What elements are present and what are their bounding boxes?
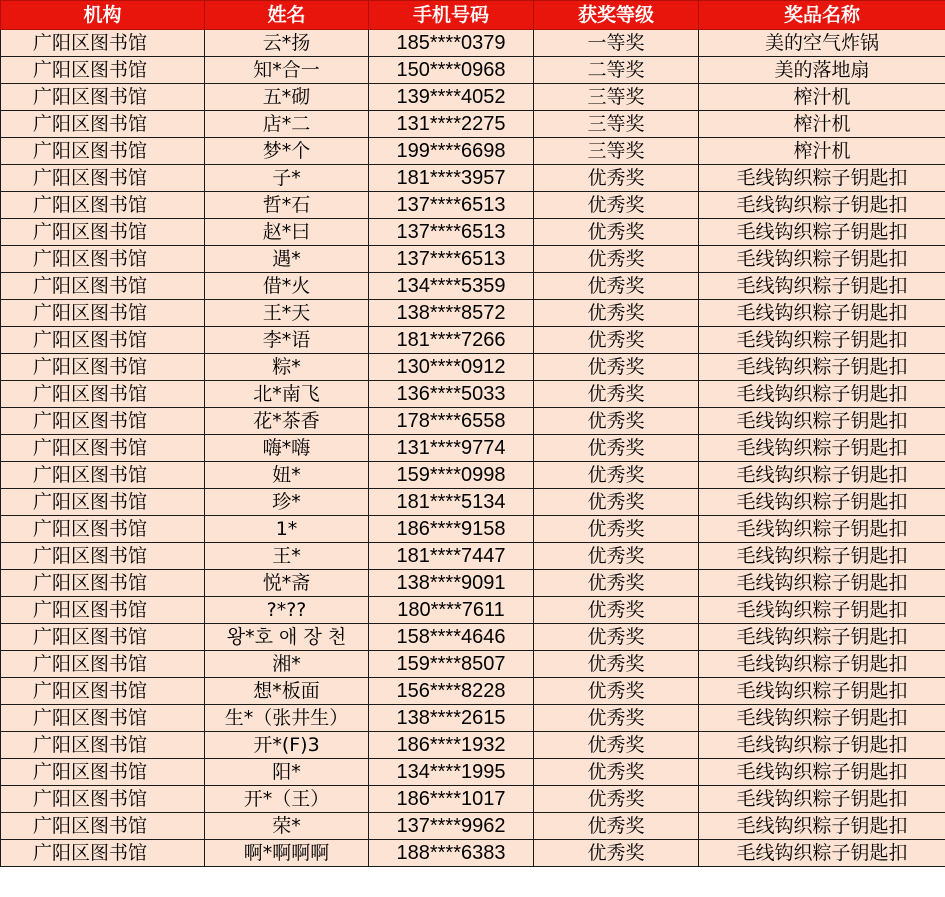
organization-cell: 广阳区图书馆 bbox=[1, 786, 205, 813]
table-row bbox=[1, 165, 945, 192]
award-level-cell: 优秀奖 bbox=[534, 300, 699, 327]
organization-cell: 广阳区图书馆 bbox=[1, 462, 205, 489]
table-row bbox=[1, 732, 945, 759]
award-level-cell: 优秀奖 bbox=[534, 327, 699, 354]
name-cell: 北*南飞 bbox=[205, 381, 369, 408]
award-level-cell: 优秀奖 bbox=[534, 273, 699, 300]
prize-name-cell: 毛线钩织粽子钥匙扣 bbox=[699, 786, 945, 813]
award-level-cell: 优秀奖 bbox=[534, 246, 699, 273]
organization-cell: 广阳区图书馆 bbox=[1, 678, 205, 705]
name-cell: ?*?? bbox=[205, 597, 369, 624]
prize-name-cell: 毛线钩织粽子钥匙扣 bbox=[699, 327, 945, 354]
table-row bbox=[1, 705, 945, 732]
prize-name-cell: 美的空气炸锅 bbox=[699, 30, 945, 57]
table-row bbox=[1, 138, 945, 165]
organization-cell: 广阳区图书馆 bbox=[1, 705, 205, 732]
table-row bbox=[1, 489, 945, 516]
phone-cell: 186****9158 bbox=[369, 516, 534, 543]
award-level-cell: 三等奖 bbox=[534, 138, 699, 165]
header-organization: 机构 bbox=[1, 1, 205, 30]
name-cell: 梦*个 bbox=[205, 138, 369, 165]
name-cell: 嗨*嗨 bbox=[205, 435, 369, 462]
table-row bbox=[1, 840, 945, 867]
name-cell: 荣* bbox=[205, 813, 369, 840]
phone-cell: 137****6513 bbox=[369, 246, 534, 273]
table-row bbox=[1, 246, 945, 273]
phone-cell: 181****5134 bbox=[369, 489, 534, 516]
award-level-cell: 优秀奖 bbox=[534, 435, 699, 462]
name-cell: 花*茶香 bbox=[205, 408, 369, 435]
name-cell: 开*（王） bbox=[205, 786, 369, 813]
name-cell: 啊*啊啊啊 bbox=[205, 840, 369, 867]
table-row bbox=[1, 327, 945, 354]
table-row bbox=[1, 678, 945, 705]
table-row bbox=[1, 813, 945, 840]
prize-name-cell: 毛线钩织粽子钥匙扣 bbox=[699, 219, 945, 246]
organization-cell: 广阳区图书馆 bbox=[1, 138, 205, 165]
organization-cell: 广阳区图书馆 bbox=[1, 759, 205, 786]
table-row bbox=[1, 516, 945, 543]
prize-name-cell: 毛线钩织粽子钥匙扣 bbox=[699, 624, 945, 651]
prize-name-cell: 毛线钩织粽子钥匙扣 bbox=[699, 192, 945, 219]
phone-cell: 131****2275 bbox=[369, 111, 534, 138]
award-level-cell: 优秀奖 bbox=[534, 354, 699, 381]
table-body bbox=[1, 30, 945, 867]
organization-cell: 广阳区图书馆 bbox=[1, 597, 205, 624]
prize-name-cell: 毛线钩织粽子钥匙扣 bbox=[699, 840, 945, 867]
header-row bbox=[1, 1, 945, 30]
organization-cell: 广阳区图书馆 bbox=[1, 381, 205, 408]
phone-cell: 188****6383 bbox=[369, 840, 534, 867]
phone-cell: 138****9091 bbox=[369, 570, 534, 597]
prize-name-cell: 毛线钩织粽子钥匙扣 bbox=[699, 273, 945, 300]
award-level-cell: 优秀奖 bbox=[534, 516, 699, 543]
name-cell: 粽* bbox=[205, 354, 369, 381]
table-row bbox=[1, 84, 945, 111]
table-row bbox=[1, 435, 945, 462]
organization-cell: 广阳区图书馆 bbox=[1, 246, 205, 273]
phone-cell: 137****9962 bbox=[369, 813, 534, 840]
prize-name-cell: 毛线钩织粽子钥匙扣 bbox=[699, 435, 945, 462]
phone-cell: 130****0912 bbox=[369, 354, 534, 381]
phone-cell: 181****3957 bbox=[369, 165, 534, 192]
name-cell: 子* bbox=[205, 165, 369, 192]
name-cell: 阳* bbox=[205, 759, 369, 786]
name-cell: 店*二 bbox=[205, 111, 369, 138]
phone-cell: 159****8507 bbox=[369, 651, 534, 678]
award-level-cell: 优秀奖 bbox=[534, 759, 699, 786]
organization-cell: 广阳区图书馆 bbox=[1, 516, 205, 543]
organization-cell: 广阳区图书馆 bbox=[1, 624, 205, 651]
table-row bbox=[1, 597, 945, 624]
name-cell: 遇* bbox=[205, 246, 369, 273]
table-row bbox=[1, 381, 945, 408]
name-cell: 五*砌 bbox=[205, 84, 369, 111]
organization-cell: 广阳区图书馆 bbox=[1, 327, 205, 354]
organization-cell: 广阳区图书馆 bbox=[1, 111, 205, 138]
award-level-cell: 优秀奖 bbox=[534, 381, 699, 408]
name-cell: 王*天 bbox=[205, 300, 369, 327]
name-cell: 悦*斋 bbox=[205, 570, 369, 597]
organization-cell: 广阳区图书馆 bbox=[1, 273, 205, 300]
award-level-cell: 优秀奖 bbox=[534, 651, 699, 678]
phone-cell: 134****5359 bbox=[369, 273, 534, 300]
prize-name-cell: 毛线钩织粽子钥匙扣 bbox=[699, 300, 945, 327]
award-level-cell: 优秀奖 bbox=[534, 813, 699, 840]
prize-name-cell: 毛线钩织粽子钥匙扣 bbox=[699, 165, 945, 192]
prize-name-cell: 榨汁机 bbox=[699, 84, 945, 111]
phone-cell: 131****9774 bbox=[369, 435, 534, 462]
table-row bbox=[1, 651, 945, 678]
award-level-cell: 优秀奖 bbox=[534, 624, 699, 651]
phone-cell: 159****0998 bbox=[369, 462, 534, 489]
prize-name-cell: 毛线钩织粽子钥匙扣 bbox=[699, 759, 945, 786]
award-level-cell: 优秀奖 bbox=[534, 570, 699, 597]
name-cell: 开*(F)3 bbox=[205, 732, 369, 759]
table-row bbox=[1, 786, 945, 813]
award-level-cell: 优秀奖 bbox=[534, 705, 699, 732]
organization-cell: 广阳区图书馆 bbox=[1, 813, 205, 840]
phone-cell: 137****6513 bbox=[369, 192, 534, 219]
prize-name-cell: 毛线钩织粽子钥匙扣 bbox=[699, 246, 945, 273]
award-level-cell: 优秀奖 bbox=[534, 597, 699, 624]
organization-cell: 广阳区图书馆 bbox=[1, 192, 205, 219]
table-row bbox=[1, 570, 945, 597]
name-cell: 왕*호 애 장 천 bbox=[205, 624, 369, 651]
award-level-cell: 优秀奖 bbox=[534, 840, 699, 867]
phone-cell: 158****4646 bbox=[369, 624, 534, 651]
header-phone: 手机号码 bbox=[369, 1, 534, 30]
phone-cell: 186****1932 bbox=[369, 732, 534, 759]
phone-cell: 138****2615 bbox=[369, 705, 534, 732]
award-level-cell: 一等奖 bbox=[534, 30, 699, 57]
prize-name-cell: 美的落地扇 bbox=[699, 57, 945, 84]
table-row bbox=[1, 462, 945, 489]
phone-cell: 180****7611 bbox=[369, 597, 534, 624]
organization-cell: 广阳区图书馆 bbox=[1, 30, 205, 57]
name-cell: 云*扬 bbox=[205, 30, 369, 57]
organization-cell: 广阳区图书馆 bbox=[1, 840, 205, 867]
organization-cell: 广阳区图书馆 bbox=[1, 732, 205, 759]
award-level-cell: 优秀奖 bbox=[534, 165, 699, 192]
prize-name-cell: 毛线钩织粽子钥匙扣 bbox=[699, 354, 945, 381]
organization-cell: 广阳区图书馆 bbox=[1, 651, 205, 678]
table-row bbox=[1, 408, 945, 435]
prize-name-cell: 榨汁机 bbox=[699, 138, 945, 165]
prize-name-cell: 毛线钩织粽子钥匙扣 bbox=[699, 813, 945, 840]
award-level-cell: 优秀奖 bbox=[534, 678, 699, 705]
name-cell: 哲*石 bbox=[205, 192, 369, 219]
table-row bbox=[1, 30, 945, 57]
prize-name-cell: 毛线钩织粽子钥匙扣 bbox=[699, 705, 945, 732]
name-cell: 借*火 bbox=[205, 273, 369, 300]
award-level-cell: 优秀奖 bbox=[534, 219, 699, 246]
phone-cell: 139****4052 bbox=[369, 84, 534, 111]
organization-cell: 广阳区图书馆 bbox=[1, 57, 205, 84]
phone-cell: 137****6513 bbox=[369, 219, 534, 246]
prize-name-cell: 毛线钩织粽子钥匙扣 bbox=[699, 489, 945, 516]
name-cell: 李*语 bbox=[205, 327, 369, 354]
award-level-cell: 优秀奖 bbox=[534, 786, 699, 813]
award-level-cell: 二等奖 bbox=[534, 57, 699, 84]
organization-cell: 广阳区图书馆 bbox=[1, 165, 205, 192]
prize-name-cell: 毛线钩织粽子钥匙扣 bbox=[699, 543, 945, 570]
table-header bbox=[1, 1, 945, 30]
name-cell: 1* bbox=[205, 516, 369, 543]
organization-cell: 广阳区图书馆 bbox=[1, 435, 205, 462]
prize-name-cell: 毛线钩织粽子钥匙扣 bbox=[699, 462, 945, 489]
phone-cell: 181****7266 bbox=[369, 327, 534, 354]
organization-cell: 广阳区图书馆 bbox=[1, 300, 205, 327]
prize-name-cell: 毛线钩织粽子钥匙扣 bbox=[699, 381, 945, 408]
name-cell: 珍* bbox=[205, 489, 369, 516]
prize-name-cell: 毛线钩织粽子钥匙扣 bbox=[699, 651, 945, 678]
phone-cell: 150****0968 bbox=[369, 57, 534, 84]
table-row bbox=[1, 759, 945, 786]
phone-cell: 178****6558 bbox=[369, 408, 534, 435]
award-level-cell: 优秀奖 bbox=[534, 192, 699, 219]
header-name: 姓名 bbox=[205, 1, 369, 30]
phone-cell: 134****1995 bbox=[369, 759, 534, 786]
organization-cell: 广阳区图书馆 bbox=[1, 543, 205, 570]
organization-cell: 广阳区图书馆 bbox=[1, 219, 205, 246]
table-row bbox=[1, 219, 945, 246]
table-row bbox=[1, 111, 945, 138]
name-cell: 王* bbox=[205, 543, 369, 570]
name-cell: 赵*曰 bbox=[205, 219, 369, 246]
prize-name-cell: 毛线钩织粽子钥匙扣 bbox=[699, 570, 945, 597]
phone-cell: 199****6698 bbox=[369, 138, 534, 165]
award-level-cell: 三等奖 bbox=[534, 84, 699, 111]
phone-cell: 136****5033 bbox=[369, 381, 534, 408]
table-row bbox=[1, 57, 945, 84]
prize-name-cell: 毛线钩织粽子钥匙扣 bbox=[699, 516, 945, 543]
table-row bbox=[1, 192, 945, 219]
award-level-cell: 优秀奖 bbox=[534, 732, 699, 759]
header-prize-name: 奖品名称 bbox=[699, 1, 945, 30]
table-row bbox=[1, 354, 945, 381]
phone-cell: 185****0379 bbox=[369, 30, 534, 57]
header-award-level: 获奖等级 bbox=[534, 1, 699, 30]
table-row bbox=[1, 273, 945, 300]
award-level-cell: 优秀奖 bbox=[534, 543, 699, 570]
prize-name-cell: 毛线钩织粽子钥匙扣 bbox=[699, 678, 945, 705]
name-cell: 知*合一 bbox=[205, 57, 369, 84]
prize-name-cell: 毛线钩织粽子钥匙扣 bbox=[699, 732, 945, 759]
name-cell: 妞* bbox=[205, 462, 369, 489]
prize-name-cell: 榨汁机 bbox=[699, 111, 945, 138]
organization-cell: 广阳区图书馆 bbox=[1, 570, 205, 597]
organization-cell: 广阳区图书馆 bbox=[1, 489, 205, 516]
phone-cell: 138****8572 bbox=[369, 300, 534, 327]
phone-cell: 156****8228 bbox=[369, 678, 534, 705]
organization-cell: 广阳区图书馆 bbox=[1, 408, 205, 435]
name-cell: 生*（张井生） bbox=[205, 705, 369, 732]
award-level-cell: 优秀奖 bbox=[534, 462, 699, 489]
organization-cell: 广阳区图书馆 bbox=[1, 84, 205, 111]
table-row bbox=[1, 543, 945, 570]
award-level-cell: 三等奖 bbox=[534, 111, 699, 138]
table-row bbox=[1, 624, 945, 651]
name-cell: 湘* bbox=[205, 651, 369, 678]
phone-cell: 181****7447 bbox=[369, 543, 534, 570]
prize-name-cell: 毛线钩织粽子钥匙扣 bbox=[699, 597, 945, 624]
organization-cell: 广阳区图书馆 bbox=[1, 354, 205, 381]
table-row bbox=[1, 300, 945, 327]
phone-cell: 186****1017 bbox=[369, 786, 534, 813]
prize-name-cell: 毛线钩织粽子钥匙扣 bbox=[699, 408, 945, 435]
name-cell: 想*板面 bbox=[205, 678, 369, 705]
award-level-cell: 优秀奖 bbox=[534, 489, 699, 516]
award-level-cell: 优秀奖 bbox=[534, 408, 699, 435]
